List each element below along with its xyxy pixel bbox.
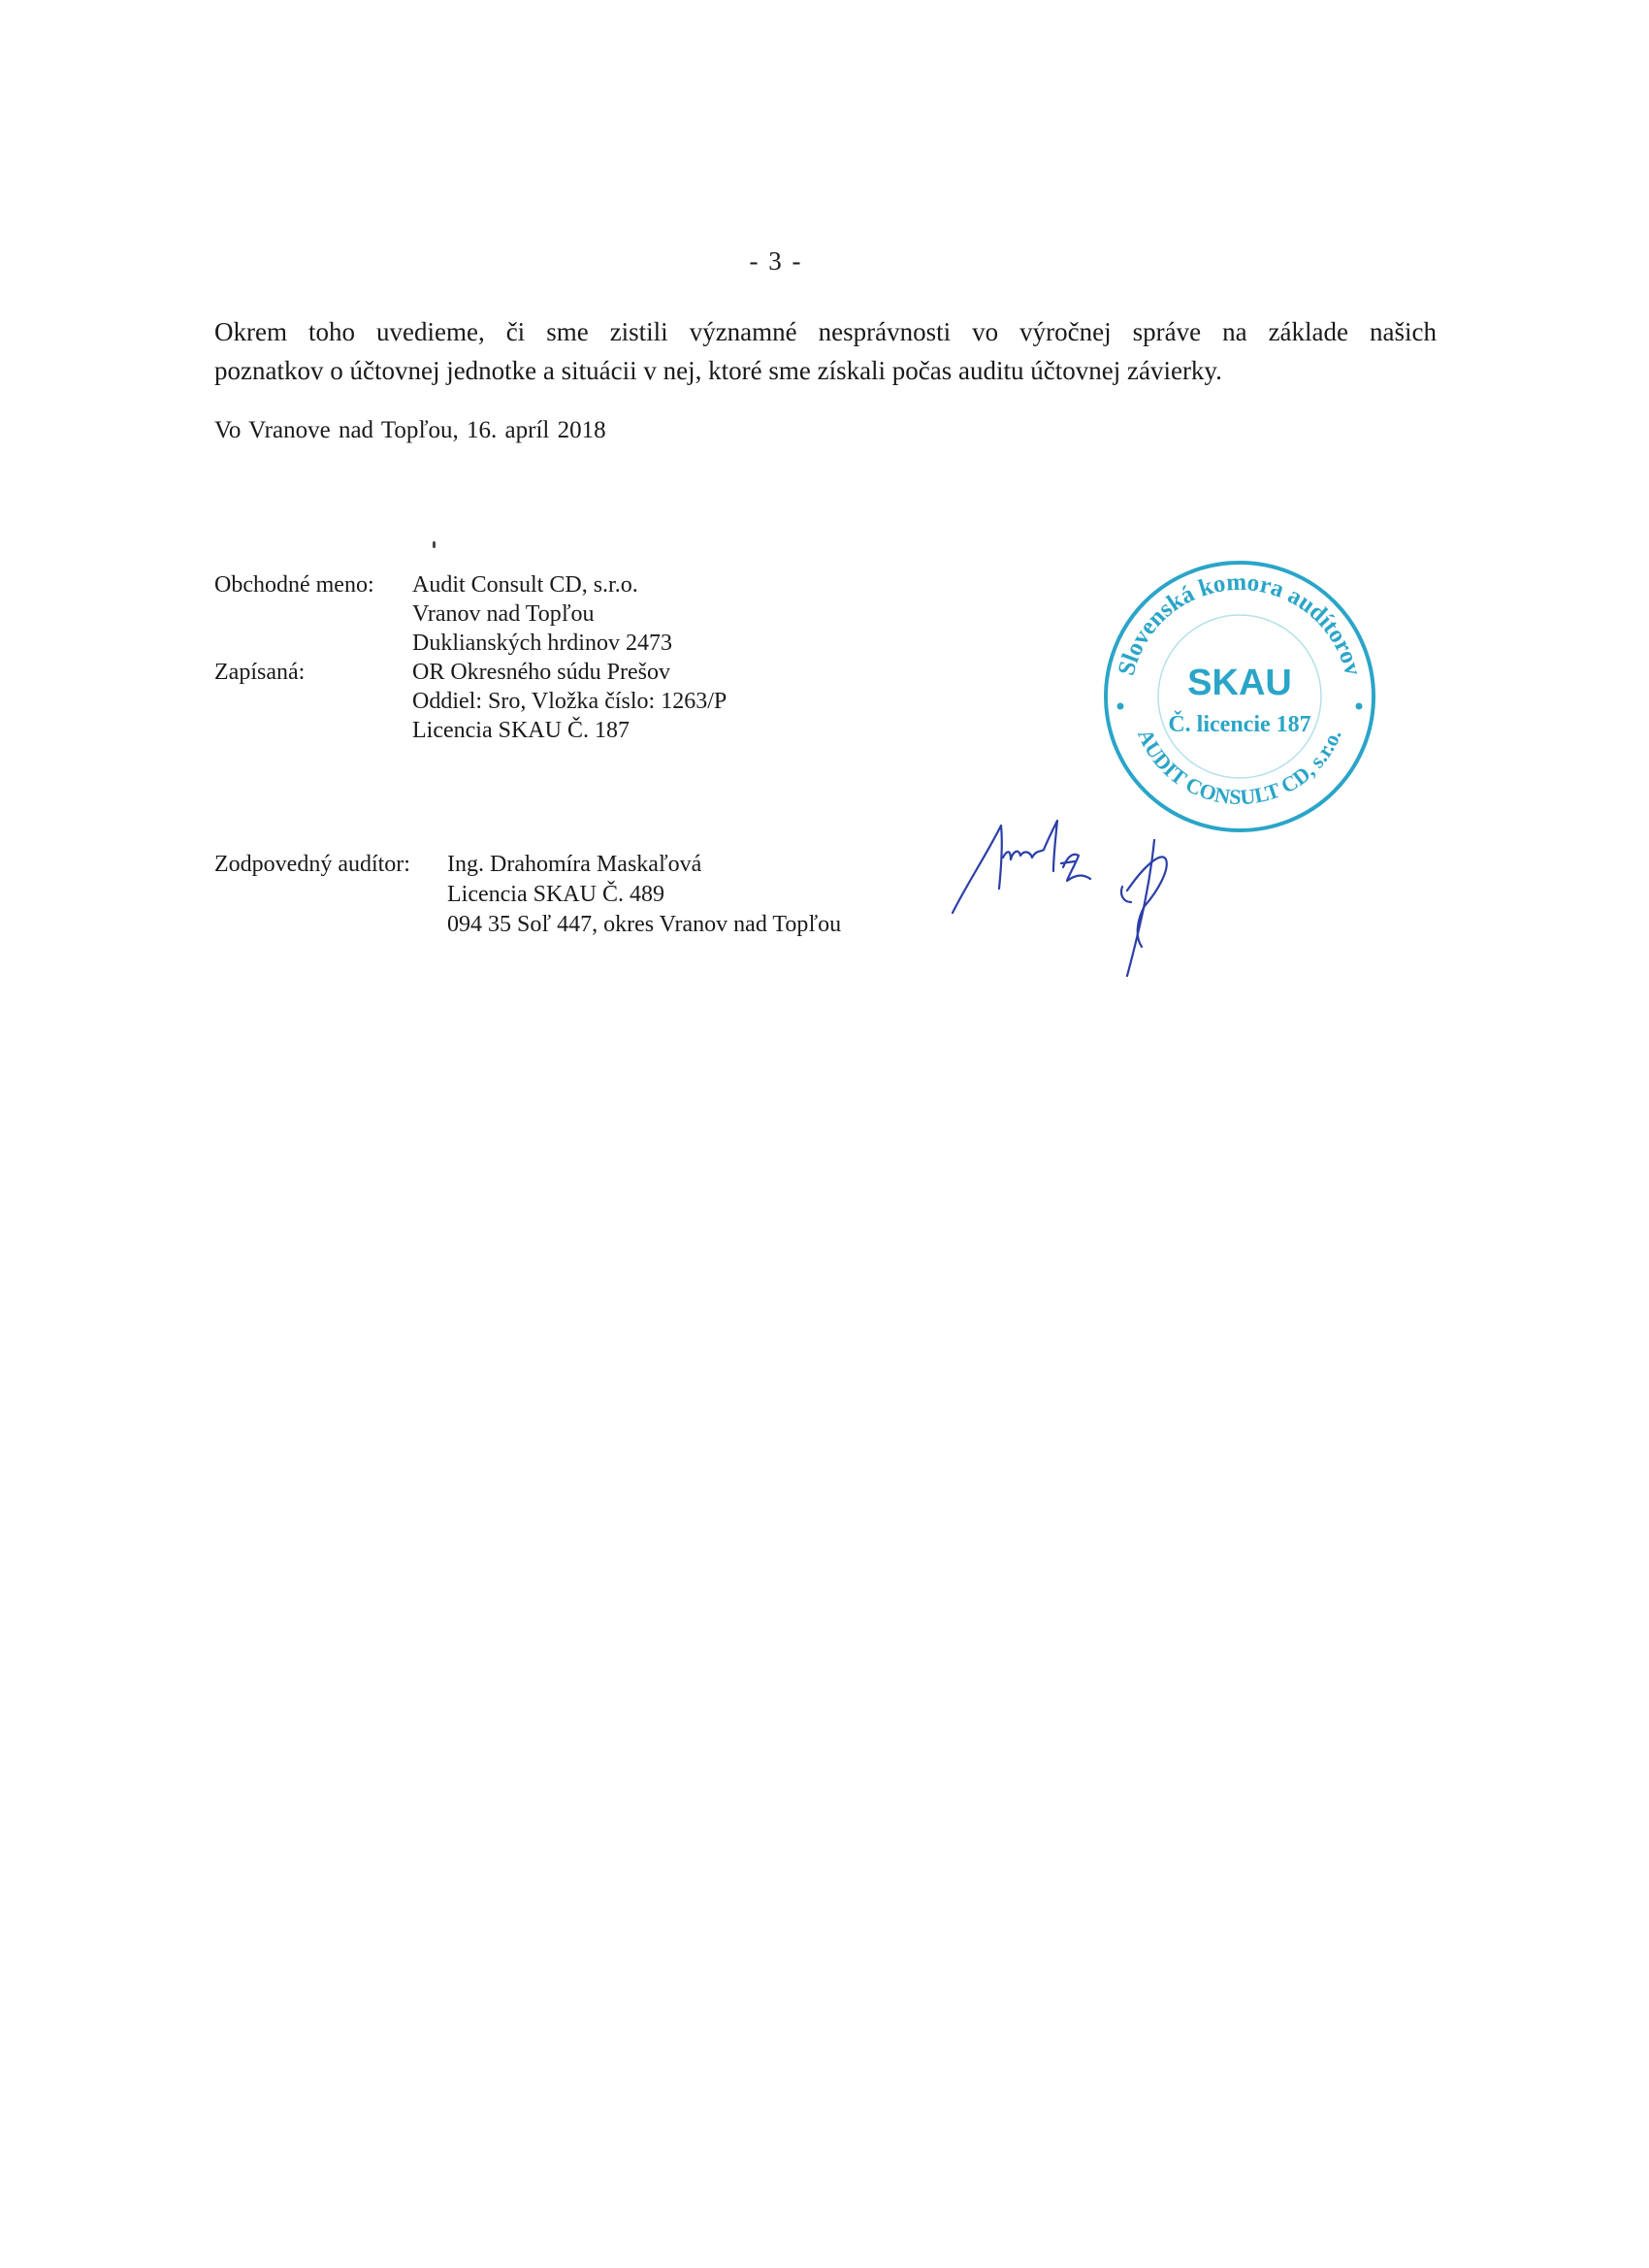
stamp-bottom-text: AUDIT CONSULT CD, s.r.o. [1133, 725, 1346, 810]
scan-speck [433, 541, 436, 548]
auditor-license-row [214, 880, 841, 910]
handwritten-signature [943, 801, 1205, 986]
company-court: OR Okresného súdu Prešov [412, 660, 670, 685]
company-license-row [214, 716, 727, 745]
company-street-row [214, 629, 727, 658]
stamp-dot-left [1117, 703, 1124, 710]
auditor-name: Ing. Drahomíra Maskaľová [447, 852, 702, 877]
auditor-license: Licencia SKAU Č. 489 [447, 882, 664, 907]
company-registered-label: Zapísaná: [214, 660, 306, 685]
auditor-label: Zodpovedný audítor: [214, 852, 410, 877]
paragraph-line-2: poznatkov o účtovnej jednotke a situácii v nej, ktoré sme získali počas auditu účtovnej závierky. [214, 356, 1222, 385]
auditor-address: 094 35 Soľ 447, okres Vranov nad Topľou [447, 912, 842, 937]
company-name-row [214, 570, 727, 599]
company-city-row [214, 599, 727, 629]
company-city: Vranov nad Topľou [412, 601, 595, 627]
stamp-license-text: Č. licencie 187 [1168, 712, 1311, 737]
company-name-label: Obchodné meno: [214, 572, 374, 598]
page-number: - 3 - [749, 246, 803, 275]
paragraph-line-1: Okrem toho uvedieme, či sme zistili významné nesprávnosti vo výročnej správe na základe našich [214, 317, 1437, 346]
stamp-top-text: Slovenská komora audítorov [1113, 568, 1367, 679]
company-section: Oddiel: Sro, Vložka číslo: 1263/P [412, 689, 728, 714]
stamp-logo-text: SKAU [1187, 663, 1292, 703]
stamp-dot-right [1356, 703, 1363, 710]
auditor-name-row [214, 850, 841, 880]
place-and-date: Vo Vranove nad Topľou, 16. apríl 2018 [214, 417, 606, 443]
company-section-row [214, 687, 727, 716]
company-registered-row [214, 658, 727, 687]
company-license: Licencia SKAU Č. 187 [412, 718, 630, 743]
company-stamp [1094, 551, 1385, 842]
statement-paragraph [214, 312, 1437, 390]
auditor-info [214, 850, 841, 940]
company-info [214, 570, 727, 745]
company-street: Duklianských hrdinov 2473 [412, 631, 672, 656]
company-name: Audit Consult CD, s.r.o. [412, 572, 638, 598]
auditor-address-row [214, 910, 841, 940]
